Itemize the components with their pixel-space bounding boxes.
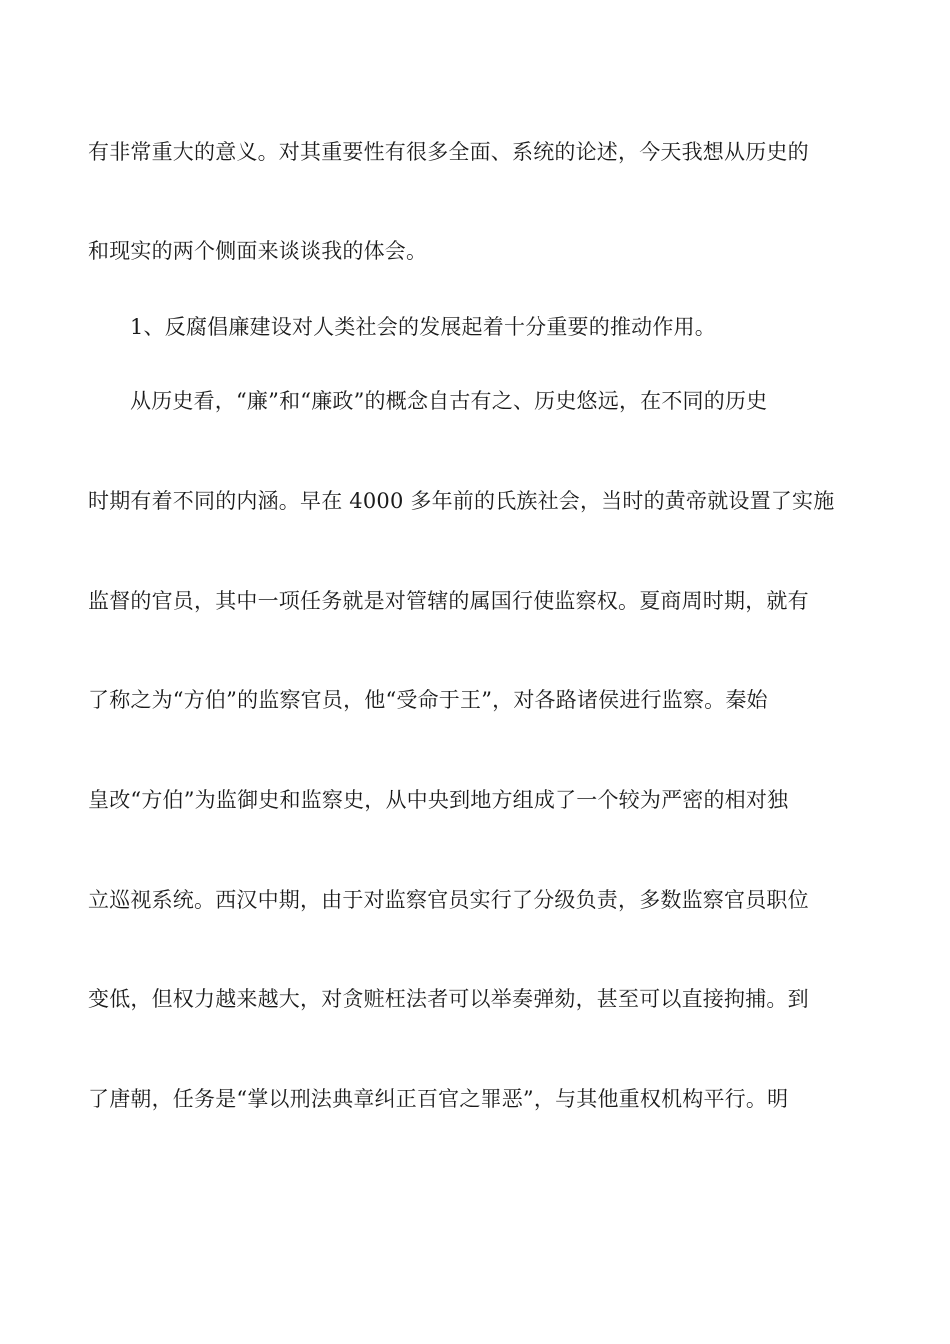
text-line: 皇改“方伯”为监御史和监察史，从中央到地方组成了一个较为严密的相对独: [88, 788, 789, 812]
section-heading: 1、反腐倡廉建设对人类社会的发展起着十分重要的推动作用。: [130, 315, 716, 339]
text-line: 从历史看，“廉”和“廉政”的概念自古有之、历史悠远，在不同的历史: [130, 389, 768, 413]
text-line: 时期有着不同的内涵。早在 4000 多年前的氏族社会，当时的黄帝就设置了实施: [88, 489, 835, 513]
text-line: 监督的官员，其中一项任务就是对管辖的属国行使监察权。夏商周时期，就有: [88, 589, 809, 613]
text-line: 立巡视系统。西汉中期，由于对监察官员实行了分级负责，多数监察官员职位: [88, 888, 809, 912]
text-line: 了唐朝，任务是“掌以刑法典章纠正百官之罪恶”，与其他重权机构平行。明: [88, 1087, 789, 1111]
text-line: 了称之为“方伯”的监察官员，他“受命于王”，对各路诸侯进行监察。秦始: [88, 688, 768, 712]
text-line: 有非常重大的意义。对其重要性有很多全面、系统的论述，今天我想从历史的: [88, 140, 809, 164]
text-line: 和现实的两个侧面来谈谈我的体会。: [88, 239, 428, 263]
text-line: 变低，但权力越来越大，对贪赃枉法者可以举奏弹劾，甚至可以直接拘捕。到: [88, 987, 809, 1011]
